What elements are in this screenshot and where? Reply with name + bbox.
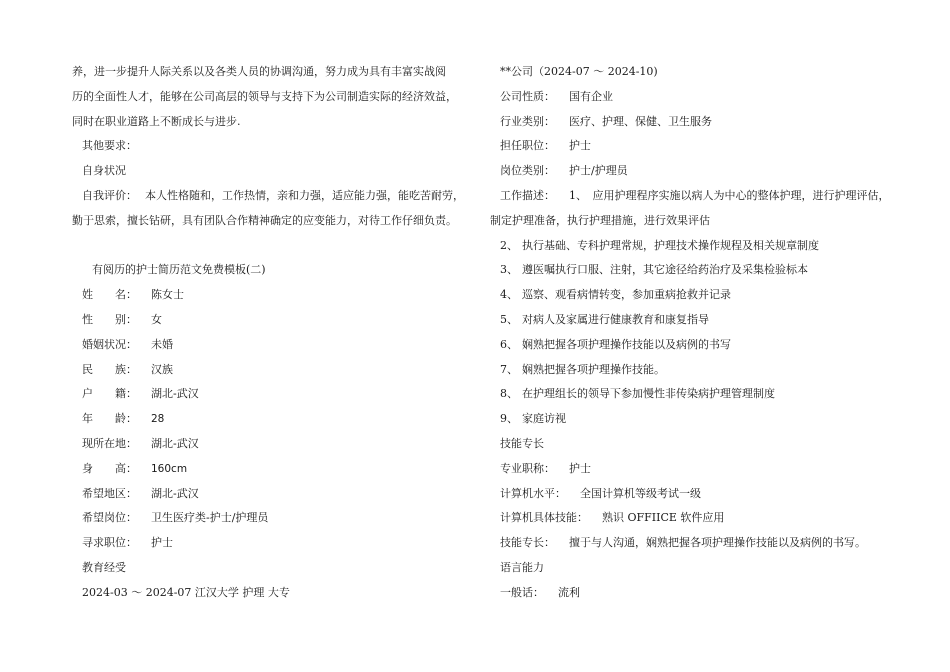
skill-field-row <box>490 457 890 482</box>
work-desc-continuation: 制定护理准备，执行护理措施，进行效果评估 <box>490 213 710 227</box>
field-label: 性 别： <box>82 312 137 326</box>
duty-text: 执行基础、专科护理常规，护理技术操作规程及相关规章制度 <box>522 238 819 252</box>
field-label: 行业类别： <box>500 114 555 128</box>
field-label: 年 龄： <box>82 412 137 426</box>
duty-text: 巡察、观看病情转变，参加重病抢救并记录 <box>522 288 731 302</box>
language-field-row <box>490 581 890 606</box>
skill-field-row <box>490 482 890 507</box>
field-label: 户 籍： <box>82 387 137 401</box>
field-label: 婚姻状况： <box>82 337 137 351</box>
field-value: 湖北-武汉 <box>151 486 199 500</box>
other-requirements-label: 其他要求： <box>82 139 137 153</box>
field-label: 民 族： <box>82 362 137 376</box>
duty-item <box>490 234 890 259</box>
education-entry: 2024-03 ～ 2024-07 江汉大学 护理 大专 <box>82 585 290 599</box>
field-value: 国有企业 <box>569 89 613 103</box>
field-label: 岗位类别： <box>500 164 555 178</box>
duty-text: 在护理组长的领导下参加慢性非传染病护理管理制度 <box>522 387 775 401</box>
field-value: 护士 <box>569 461 591 475</box>
field-value: 医疗、护理、保健、卫生服务 <box>569 114 712 128</box>
field-label: 姓 名： <box>82 288 137 302</box>
field-label: 担任职位： <box>500 139 555 153</box>
intro-line: 养，进一步提升人际关系以及各类人员的协调沟通，努力成为具有丰富实战阅 <box>72 65 446 78</box>
field-value: 陈女士 <box>151 288 184 302</box>
field-value: 流利 <box>558 585 580 599</box>
self-eval-continuation: 勤于思索，擅长钻研，具有团队合作精神确定的应变能力，对待工作仔细负责。 <box>72 213 457 227</box>
duty-item <box>490 308 890 333</box>
intro-line: 同时在职业道路上不断成长与进步. <box>72 114 241 128</box>
duty-number: 9、 <box>500 412 518 426</box>
field-value: 汉族 <box>151 362 173 376</box>
field-label: 公司性质： <box>500 89 555 103</box>
field-label: 计算机具体技能： <box>500 511 588 525</box>
field-row-location <box>72 432 467 457</box>
field-value: 护士 <box>151 536 173 550</box>
company-field-row <box>490 110 890 135</box>
field-value: 护士 <box>569 139 591 153</box>
template-title: 有阅历的护士简历范文免费模板(二) <box>92 263 266 277</box>
field-label: 寻求职位： <box>82 536 137 550</box>
skill-field-row <box>490 506 890 531</box>
field-value: 湖北-武汉 <box>151 436 199 450</box>
field-value: 熟识 OFFIICE 软件应用 <box>602 511 725 525</box>
duty-item <box>490 333 890 358</box>
field-row-hukou <box>72 382 467 407</box>
duty-number: 8、 <box>500 387 518 401</box>
duty-item <box>490 382 890 407</box>
field-row-desired-post <box>72 506 467 531</box>
field-value: 女 <box>151 312 162 326</box>
duty-text: 遵医嘱执行口服、注射，其它途径给药治疗及采集检验标本 <box>522 263 808 277</box>
field-label: 希望岗位： <box>82 511 137 525</box>
right-column <box>490 60 890 606</box>
company-field-row <box>490 85 890 110</box>
field-label: 希望地区： <box>82 486 137 500</box>
field-value: 160cm <box>151 462 188 475</box>
field-label: 现所在地： <box>82 436 137 450</box>
intro-line: 历的全面性人才，能够在公司高层的领导与支持下为公司制造实际的经济效益， <box>72 89 457 103</box>
duty-number: 3、 <box>500 263 518 277</box>
field-label: 专业职称： <box>500 461 555 475</box>
duty-item <box>490 258 890 283</box>
field-value: 护士/护理员 <box>569 164 628 178</box>
field-value: 28 <box>151 413 165 426</box>
field-label: 计算机水平： <box>500 486 566 500</box>
blank-line <box>72 234 467 259</box>
field-row-seeking-position <box>72 531 467 556</box>
field-value: 全国计算机等级考试一级 <box>580 486 701 500</box>
skill-field-row <box>490 531 890 556</box>
work-desc-first: 1、 应用护理程序实施以病人为中心的整体护理，进行护理评估， <box>569 188 890 202</box>
field-row-height <box>72 457 467 482</box>
field-row-name <box>72 283 467 308</box>
self-status-heading: 自身状况 <box>82 164 126 178</box>
field-row-age <box>72 407 467 432</box>
company-field-row <box>490 159 890 184</box>
field-value: 卫生医疗类-护士/护理员 <box>151 511 269 525</box>
field-row-ethnicity <box>72 358 467 383</box>
company-field-row <box>490 134 890 159</box>
duty-number: 6、 <box>500 337 518 351</box>
duty-item <box>490 283 890 308</box>
field-label: 身 高： <box>82 461 137 475</box>
self-eval-label: 自我评价： <box>82 188 137 202</box>
duty-text: 娴熟把握各项护理操作技能。 <box>522 362 665 376</box>
field-row-gender <box>72 308 467 333</box>
language-heading: 语言能力 <box>500 560 544 574</box>
self-evaluation <box>72 184 467 209</box>
field-value: 擅于与人沟通，娴熟把握各项护理操作技能以及病例的书写。 <box>569 536 866 550</box>
self-eval-text: 本人性格随和，工作热情，亲和力强，适应能力强，能吃苦耐劳， <box>145 188 464 202</box>
field-row-desired-region <box>72 482 467 507</box>
field-row-marital <box>72 333 467 358</box>
duty-number: 7、 <box>500 362 518 376</box>
field-value: 湖北-武汉 <box>151 387 199 401</box>
company-line: **公司（2024-07 ～ 2024-10) <box>500 65 658 78</box>
duty-number: 5、 <box>500 312 518 326</box>
work-desc-label: 工作描述： <box>500 188 555 202</box>
skills-heading: 技能专长 <box>500 436 544 450</box>
field-label: 一般话： <box>500 585 544 599</box>
field-label: 技能专长： <box>500 536 555 550</box>
duty-number: 4、 <box>500 288 518 302</box>
duty-number: 2、 <box>500 238 518 252</box>
duty-text: 家庭访视 <box>522 412 566 426</box>
duty-item <box>490 407 890 432</box>
duty-text: 对病人及家属进行健康教育和康复指导 <box>522 312 709 326</box>
education-heading: 教育经受 <box>82 560 126 574</box>
field-value: 未婚 <box>151 337 173 351</box>
duty-item <box>490 358 890 383</box>
work-description-row <box>490 184 890 209</box>
left-column <box>72 60 467 606</box>
duty-text: 娴熟把握各项护理操作技能以及病例的书写 <box>522 337 731 351</box>
